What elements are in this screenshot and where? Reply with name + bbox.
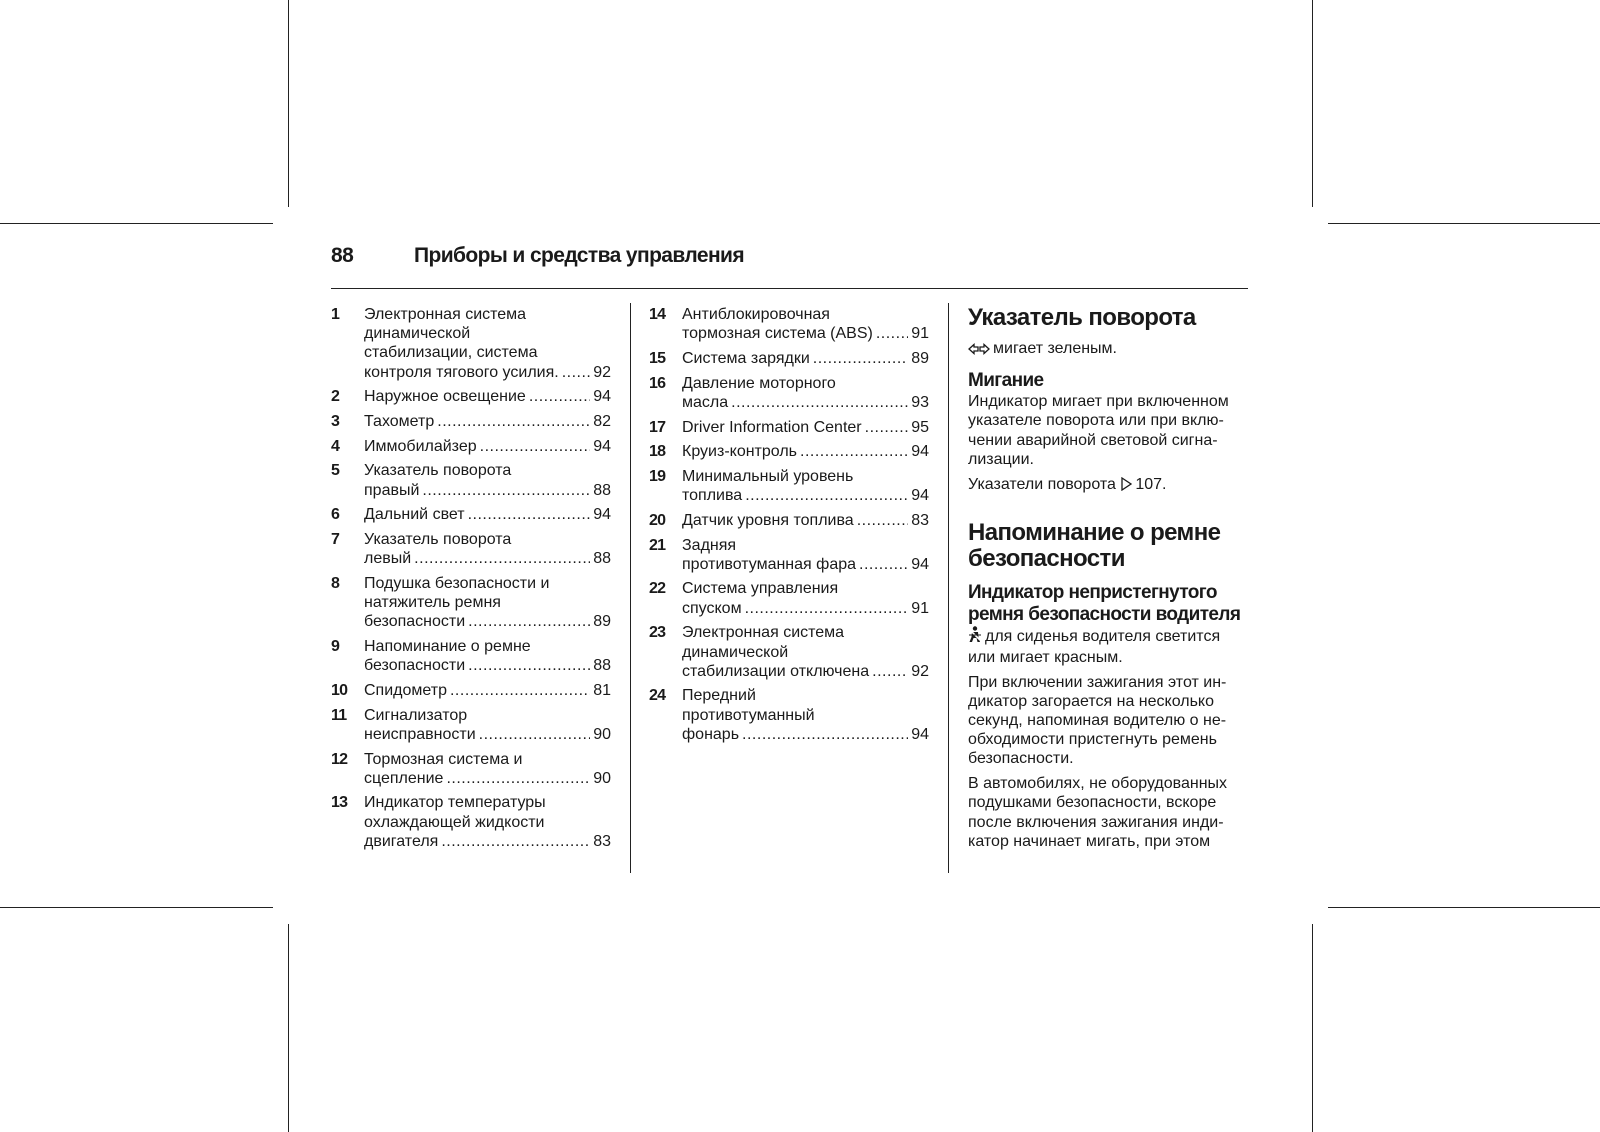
legend-text-line: динамической	[682, 643, 789, 661]
legend-page-ref: 83	[593, 832, 611, 850]
reference-text: Указатели поворота	[968, 475, 1116, 493]
legend-number: 18	[649, 443, 666, 461]
chapter-title: Приборы и средства управления	[414, 244, 745, 267]
legend-entry-line	[682, 555, 929, 574]
legend-item	[649, 511, 929, 530]
blinking-paragraph: Индикатор мигает при включенном указателе поворота или при включении аварийной световой сигнализации.	[968, 393, 1229, 468]
leader-dots	[872, 662, 908, 681]
column-divider	[630, 303, 631, 873]
text-column	[968, 305, 1250, 856]
turn-signal-intro-text: мигает зеленым.	[993, 340, 1117, 357]
legend-label: стабилизации отключена	[682, 662, 870, 680]
legend-item	[331, 574, 611, 632]
legend-page-ref: 94	[911, 487, 929, 505]
legend-number: 7	[331, 531, 340, 549]
legend-page-ref: 83	[911, 511, 929, 529]
legend-page-ref: 94	[911, 725, 929, 743]
legend-label: противотуманная фара	[682, 555, 857, 573]
legend-item	[331, 706, 611, 744]
legend-item	[649, 579, 929, 617]
legend-text-line: Индикатор температуры	[364, 794, 546, 812]
legend-item	[649, 349, 929, 368]
leader-dots	[745, 599, 909, 618]
legend-item	[331, 305, 611, 382]
legend-label: масла	[682, 393, 729, 411]
crop-mark	[1328, 223, 1600, 224]
legend-number: 12	[331, 750, 348, 768]
legend-page-ref: 90	[593, 769, 611, 787]
legend-label: неисправности	[364, 725, 476, 743]
legend-number: 24	[649, 687, 666, 705]
leader-dots	[876, 324, 908, 343]
legend-page-ref: 89	[593, 613, 611, 631]
legend-number: 3	[331, 413, 340, 431]
crop-mark	[1312, 924, 1313, 1132]
legend-number: 20	[649, 511, 666, 529]
crop-mark	[1328, 907, 1600, 908]
legend-item	[331, 437, 611, 456]
legend-item	[649, 686, 929, 744]
column-divider	[948, 303, 949, 873]
legend-label: сцепление	[364, 769, 444, 787]
legend-text-line: Антиблокировочная	[682, 306, 830, 323]
legend-column-1	[331, 305, 611, 857]
crop-mark	[288, 924, 289, 1132]
legend-entry-line	[364, 832, 611, 851]
legend-label: Датчик уровня топлива	[682, 511, 854, 529]
leader-dots	[742, 725, 908, 744]
leader-dots	[859, 555, 908, 574]
legend-text-line: Давление моторного	[682, 374, 836, 392]
legend-number: 22	[649, 580, 666, 598]
legend-label: двигателя	[364, 832, 439, 850]
legend-item	[649, 418, 929, 437]
legend-item	[331, 793, 611, 851]
legend-number: 8	[331, 574, 340, 592]
legend-page-ref: 89	[911, 349, 929, 367]
legend-text-line: Напоминание о ремне	[364, 638, 531, 656]
legend-entry-line	[364, 505, 611, 524]
leader-dots	[529, 387, 590, 406]
leader-dots	[480, 437, 591, 456]
legend-item	[649, 623, 929, 681]
legend-item	[649, 374, 929, 412]
legend-page-ref: 90	[593, 725, 611, 743]
leader-dots	[446, 769, 590, 788]
leader-dots	[562, 363, 591, 382]
turn-signal-heading: Указатель поворота	[968, 304, 1196, 331]
leader-dots	[479, 725, 591, 744]
legend-number: 17	[649, 418, 666, 436]
legend-label: Driver Information Center	[682, 418, 862, 436]
legend-entry-line	[364, 437, 611, 456]
legend-page-ref: 92	[911, 662, 929, 680]
legend-item	[649, 305, 929, 343]
legend-entry-line	[682, 599, 929, 618]
legend-label: спуском	[682, 599, 742, 617]
legend-page-ref: 88	[593, 550, 611, 568]
seatbelt-paragraph-2: В автомобилях, не оборудованных подушками безопасности, вскоре после включения зажигания индикатор начинает мигать, при этом	[968, 775, 1228, 850]
legend-text-line: Указатель поворота	[364, 531, 512, 549]
leader-dots	[857, 511, 909, 530]
leader-dots	[468, 505, 591, 524]
legend-entry-line	[682, 442, 929, 461]
legend-page-ref: 94	[593, 437, 611, 455]
seatbelt-heading: Напоминание о ремне безопасности	[968, 518, 1221, 572]
legend-page-ref: 81	[593, 681, 611, 699]
legend-item	[649, 442, 929, 461]
legend-text-line: Минимальный уровень	[682, 467, 854, 485]
legend-entry-line	[682, 725, 929, 744]
crop-mark	[288, 0, 289, 207]
crop-mark	[0, 223, 273, 224]
legend-text-line: Система управления	[682, 580, 839, 598]
legend-number: 15	[649, 349, 666, 367]
legend-text-line: противотуманный	[682, 706, 815, 724]
legend-page-ref: 94	[593, 388, 611, 406]
legend-label: безопасности	[364, 613, 466, 631]
leader-dots	[745, 486, 908, 505]
legend-entry-line	[364, 363, 611, 382]
legend-text-line: охлаждающей жидкости	[364, 813, 545, 831]
leader-dots	[450, 681, 590, 700]
leader-dots	[468, 656, 590, 675]
legend-entry-line	[364, 769, 611, 788]
legend-entry-line	[364, 725, 611, 744]
seatbelt-subheading: Индикатор непристегнутого ремня безопасности водителя	[968, 581, 1241, 625]
legend-item	[331, 750, 611, 788]
legend-text-line: Задняя	[682, 536, 737, 554]
legend-item	[649, 467, 929, 505]
leader-dots	[813, 349, 908, 368]
legend-label: Спидометр	[364, 681, 447, 699]
legend-page-ref: 91	[911, 599, 929, 617]
legend-text-line: динамической	[364, 325, 471, 343]
legend-entry-line	[364, 481, 611, 500]
legend-text-line: натяжитель ремня	[364, 594, 501, 612]
legend-label: тормозная система (ABS)	[682, 325, 873, 343]
legend-number: 16	[649, 374, 666, 392]
legend-page-ref: 94	[593, 506, 611, 524]
leader-dots	[422, 481, 590, 500]
legend-text-line: Электронная система	[364, 306, 527, 323]
legend-item	[331, 681, 611, 700]
legend-text-line: Сигнализатор	[364, 706, 468, 724]
leader-dots	[468, 612, 590, 631]
legend-text-line: Электронная система	[682, 624, 845, 642]
legend-entry-line	[364, 656, 611, 675]
leader-dots	[731, 393, 908, 412]
turn-signal-arrows-icon	[968, 341, 990, 360]
legend-number: 4	[331, 437, 340, 455]
crop-mark	[0, 907, 273, 908]
crop-mark	[1312, 0, 1313, 207]
legend-number: 2	[331, 388, 340, 406]
leader-dots	[437, 412, 590, 431]
legend-entry-line	[682, 511, 929, 530]
legend-number: 19	[649, 467, 666, 485]
legend-page-ref: 88	[593, 657, 611, 675]
legend-label: Дальний свет	[364, 506, 465, 524]
legend-text-line: Передний	[682, 687, 756, 705]
legend-number: 11	[331, 706, 347, 724]
legend-entry-line	[682, 486, 929, 505]
legend-text-line: Подушка безопасности и	[364, 574, 550, 592]
legend-label: топлива	[682, 487, 743, 505]
legend-page-ref: 93	[911, 393, 929, 411]
legend-item	[331, 530, 611, 568]
legend-label: фонарь	[682, 725, 740, 743]
legend-page-ref: 88	[593, 481, 611, 499]
legend-page-ref: 94	[911, 443, 929, 461]
legend-entry-line	[364, 681, 611, 700]
legend-item	[331, 637, 611, 675]
legend-text-line: стабилизации, система	[364, 344, 538, 362]
legend-entry-line	[682, 393, 929, 412]
legend-entry-line	[364, 549, 611, 568]
legend-entry-line	[682, 662, 929, 681]
seatbelt-paragraph-1: При включении зажигания этот индикатор загорается на несколько секунд, напоминая водителю о необходимости пристегнуть ремень безопасности.	[968, 673, 1227, 768]
legend-number: 23	[649, 624, 666, 642]
legend-number: 9	[331, 638, 340, 656]
seatbelt-intro	[968, 626, 1250, 667]
leader-dots	[414, 549, 590, 568]
turn-signal-intro	[968, 339, 1250, 360]
legend-text-line: Указатель поворота	[364, 462, 512, 480]
legend-number: 21	[649, 536, 666, 554]
legend-page-ref: 91	[911, 325, 929, 343]
legend-label: Система зарядки	[682, 349, 810, 367]
page-number: 88	[331, 244, 354, 267]
seatbelt-intro-text: для сиденья водителя светится или мигает красным.	[968, 627, 1221, 666]
legend-page-ref: 95	[911, 418, 929, 436]
legend-text-line: Тормозная система и	[364, 750, 523, 768]
turn-signal-reference	[968, 475, 1250, 496]
legend-entry-line	[682, 418, 929, 437]
legend-entry-line	[682, 349, 929, 368]
legend-number: 1	[331, 306, 340, 323]
reference-arrow-icon	[1120, 477, 1132, 496]
legend-item	[331, 412, 611, 431]
legend-entry-line	[364, 412, 611, 431]
legend-entry-line	[364, 612, 611, 631]
legend-item	[331, 461, 611, 499]
leader-dots	[441, 832, 590, 851]
legend-label: Круиз-контроль	[682, 443, 797, 461]
legend-label: Тахометр	[364, 413, 435, 431]
legend-number: 5	[331, 462, 340, 480]
legend-number: 6	[331, 506, 340, 524]
legend-page-ref: 82	[593, 413, 611, 431]
legend-number: 14	[649, 306, 666, 323]
legend-item	[649, 536, 929, 574]
legend-number: 10	[331, 681, 348, 699]
legend-label: контроля тягового усилия.	[364, 363, 559, 381]
leader-dots	[865, 418, 909, 437]
legend-page-ref: 92	[593, 363, 611, 381]
legend-column-2	[649, 305, 929, 750]
legend-label: безопасности	[364, 657, 466, 675]
reference-page: 107.	[1135, 475, 1167, 493]
seatbelt-driver-icon	[968, 626, 982, 648]
leader-dots	[800, 442, 908, 461]
legend-label: Наружное освещение	[364, 388, 526, 406]
header-rule	[331, 288, 1248, 289]
legend-label: правый	[364, 481, 420, 499]
legend-item	[331, 387, 611, 406]
blinking-subheading: Мигание	[968, 370, 1044, 392]
legend-entry-line	[364, 387, 611, 406]
legend-page-ref: 94	[911, 555, 929, 573]
legend-label: Иммобилайзер	[364, 437, 477, 455]
legend-label: левый	[364, 550, 412, 568]
legend-number: 13	[331, 794, 348, 812]
legend-entry-line	[682, 324, 929, 343]
legend-item	[331, 505, 611, 524]
